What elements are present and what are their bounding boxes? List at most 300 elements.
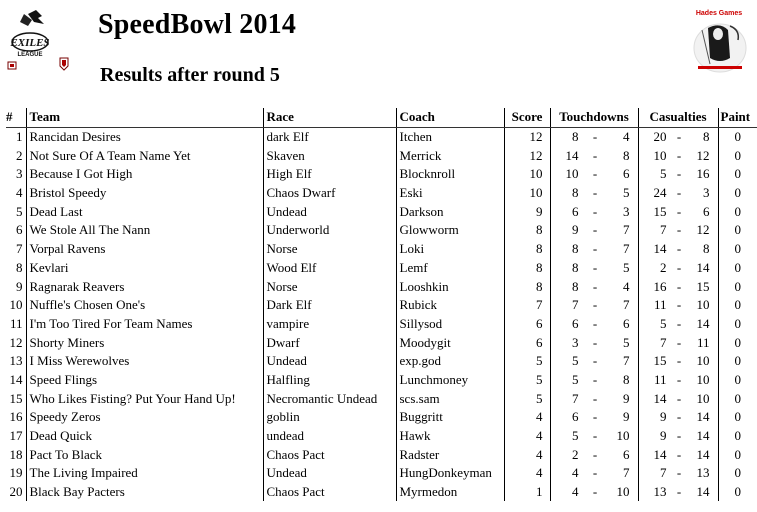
casualties-pair bbox=[639, 408, 718, 426]
rank-cell: 6 bbox=[16, 222, 23, 238]
casualties-pair bbox=[639, 427, 718, 445]
casualties-for: 14 bbox=[653, 390, 667, 406]
race-cell: Skaven bbox=[263, 146, 396, 165]
score-cell: 12 bbox=[504, 127, 550, 146]
touchdowns-against: 10 bbox=[616, 428, 630, 444]
dash-separator: - bbox=[676, 259, 682, 275]
score-cell: 7 bbox=[504, 296, 550, 315]
score-cell: 10 bbox=[504, 165, 550, 184]
casualties-pair bbox=[639, 371, 718, 389]
score-cell: 8 bbox=[504, 259, 550, 278]
dash-separator: - bbox=[592, 409, 598, 425]
table-row bbox=[6, 445, 757, 464]
casualties-for: 2 bbox=[660, 259, 667, 275]
casualties-for: 5 bbox=[660, 315, 667, 331]
coach-cell: Lemf bbox=[396, 259, 504, 278]
race-cell: Wood Elf bbox=[263, 259, 396, 278]
touchdowns-against: 7 bbox=[623, 465, 630, 481]
dash-separator: - bbox=[592, 353, 598, 369]
casualties-cell bbox=[638, 240, 718, 259]
touchdowns-for: 8 bbox=[572, 241, 579, 257]
dash-separator: - bbox=[592, 297, 598, 313]
touchdowns-against: 5 bbox=[623, 259, 630, 275]
casualties-pair bbox=[639, 221, 718, 239]
casualties-pair bbox=[639, 352, 718, 370]
rank-cell: 16 bbox=[9, 409, 23, 425]
paint-cell: 0 bbox=[718, 315, 757, 334]
touchdowns-against: 6 bbox=[623, 315, 630, 331]
paint-cell: 0 bbox=[718, 221, 757, 240]
team-cell: Not Sure Of A Team Name Yet bbox=[26, 146, 263, 165]
rank-cell: 9 bbox=[16, 278, 23, 294]
touchdowns-for: 6 bbox=[572, 409, 579, 425]
rank-cell: 19 bbox=[9, 465, 23, 481]
score-cell: 10 bbox=[504, 184, 550, 203]
dash-separator: - bbox=[592, 371, 598, 387]
team-cell: We Stole All The Nann bbox=[26, 221, 263, 240]
coach-cell: Glowworm bbox=[396, 221, 504, 240]
touchdowns-for: 8 bbox=[572, 259, 579, 275]
team-cell: Ragnarak Reavers bbox=[26, 277, 263, 296]
paint-cell: 0 bbox=[718, 445, 757, 464]
race-cell: Underworld bbox=[263, 221, 396, 240]
table-row bbox=[6, 296, 757, 315]
casualties-cell bbox=[638, 146, 718, 165]
touchdowns-pair bbox=[551, 184, 638, 202]
touchdowns-cell bbox=[550, 389, 638, 408]
touchdowns-cell bbox=[550, 445, 638, 464]
touchdowns-for: 5 bbox=[572, 371, 579, 387]
casualties-cell bbox=[638, 483, 718, 502]
paint-cell: 0 bbox=[718, 277, 757, 296]
casualties-pair bbox=[639, 203, 718, 221]
touchdowns-cell bbox=[550, 333, 638, 352]
touchdowns-against: 7 bbox=[623, 241, 630, 257]
casualties-pair bbox=[639, 315, 718, 333]
dash-separator: - bbox=[592, 334, 598, 350]
casualties-cell bbox=[638, 202, 718, 221]
touchdowns-pair bbox=[551, 240, 638, 258]
paint-cell: 0 bbox=[718, 352, 757, 371]
coach-cell: Eski bbox=[396, 184, 504, 203]
casualties-against: 6 bbox=[703, 203, 710, 219]
touchdowns-cell bbox=[550, 408, 638, 427]
score-cell: 6 bbox=[504, 315, 550, 334]
page-title: SpeedBowl 2014 bbox=[98, 9, 297, 40]
rank-cell: 10 bbox=[9, 297, 23, 313]
touchdowns-for: 5 bbox=[572, 428, 579, 444]
dash-separator: - bbox=[676, 222, 682, 238]
rank-cell: 2 bbox=[16, 147, 23, 163]
column-header-rank: # bbox=[6, 108, 26, 127]
team-cell: Nuffle's Chosen One's bbox=[26, 296, 263, 315]
casualties-for: 7 bbox=[660, 222, 667, 238]
column-header-race: Race bbox=[263, 108, 396, 127]
casualties-cell bbox=[638, 221, 718, 240]
casualties-pair bbox=[639, 483, 718, 501]
casualties-cell bbox=[638, 259, 718, 278]
coach-cell: Blocknroll bbox=[396, 165, 504, 184]
touchdowns-cell bbox=[550, 240, 638, 259]
dash-separator: - bbox=[592, 390, 598, 406]
casualties-pair bbox=[639, 259, 718, 277]
team-cell: Bristol Speedy bbox=[26, 184, 263, 203]
casualties-against: 10 bbox=[696, 297, 710, 313]
score-cell: 5 bbox=[504, 371, 550, 390]
team-cell: Rancidan Desires bbox=[26, 127, 263, 146]
casualties-against: 11 bbox=[696, 334, 710, 350]
rank-cell: 4 bbox=[16, 185, 23, 201]
touchdowns-against: 6 bbox=[623, 446, 630, 462]
rank-cell: 20 bbox=[9, 484, 23, 500]
touchdowns-pair bbox=[551, 203, 638, 221]
touchdowns-pair bbox=[551, 483, 638, 501]
dash-separator: - bbox=[676, 185, 682, 201]
touchdowns-cell bbox=[550, 146, 638, 165]
score-cell: 8 bbox=[504, 277, 550, 296]
table-row bbox=[6, 371, 757, 390]
rank-cell: 15 bbox=[9, 390, 23, 406]
results-table-body bbox=[6, 127, 757, 501]
touchdowns-for: 8 bbox=[572, 185, 579, 201]
coach-cell: Loki bbox=[396, 240, 504, 259]
dash-separator: - bbox=[676, 409, 682, 425]
casualties-against: 10 bbox=[696, 353, 710, 369]
score-cell: 12 bbox=[504, 146, 550, 165]
dash-separator: - bbox=[592, 278, 598, 294]
column-header-coach: Coach bbox=[396, 108, 504, 127]
touchdowns-cell bbox=[550, 315, 638, 334]
touchdowns-pair bbox=[551, 259, 638, 277]
coach-cell: Radster bbox=[396, 445, 504, 464]
race-cell: High Elf bbox=[263, 165, 396, 184]
race-cell: goblin bbox=[263, 408, 396, 427]
paint-cell: 0 bbox=[718, 371, 757, 390]
casualties-against: 12 bbox=[696, 222, 710, 238]
touchdowns-cell bbox=[550, 296, 638, 315]
casualties-for: 7 bbox=[660, 465, 667, 481]
touchdowns-against: 3 bbox=[623, 203, 630, 219]
table-row bbox=[6, 240, 757, 259]
coach-cell: Looshkin bbox=[396, 277, 504, 296]
coach-cell: Itchen bbox=[396, 127, 504, 146]
touchdowns-cell bbox=[550, 483, 638, 502]
race-cell: Halfling bbox=[263, 371, 396, 390]
touchdowns-pair bbox=[551, 165, 638, 183]
casualties-against: 14 bbox=[696, 428, 710, 444]
casualties-pair bbox=[639, 390, 718, 408]
paint-cell: 0 bbox=[718, 464, 757, 483]
column-header-score: Score bbox=[504, 108, 550, 127]
score-cell: 8 bbox=[504, 240, 550, 259]
touchdowns-pair bbox=[551, 221, 638, 239]
coach-cell: Darkson bbox=[396, 202, 504, 221]
coach-cell: HungDonkeyman bbox=[396, 464, 504, 483]
team-cell: Speedy Zeros bbox=[26, 408, 263, 427]
paint-cell: 0 bbox=[718, 184, 757, 203]
table-row bbox=[6, 277, 757, 296]
race-cell: Norse bbox=[263, 277, 396, 296]
score-cell: 5 bbox=[504, 389, 550, 408]
casualties-pair bbox=[639, 446, 718, 464]
touchdowns-cell bbox=[550, 127, 638, 146]
casualties-cell bbox=[638, 427, 718, 446]
column-header-touchdowns: Touchdowns bbox=[550, 108, 638, 127]
dash-separator: - bbox=[676, 334, 682, 350]
dash-separator: - bbox=[592, 446, 598, 462]
race-cell: Necromantic Undead bbox=[263, 389, 396, 408]
coach-cell: Moodygit bbox=[396, 333, 504, 352]
casualties-for: 13 bbox=[653, 484, 667, 500]
table-row bbox=[6, 389, 757, 408]
casualties-for: 10 bbox=[653, 147, 667, 163]
dash-separator: - bbox=[676, 371, 682, 387]
dash-separator: - bbox=[676, 446, 682, 462]
rank-cell: 5 bbox=[16, 203, 23, 219]
casualties-against: 8 bbox=[703, 129, 710, 145]
score-cell: 5 bbox=[504, 352, 550, 371]
touchdowns-against: 9 bbox=[623, 409, 630, 425]
paint-cell: 0 bbox=[718, 127, 757, 146]
table-row bbox=[6, 352, 757, 371]
paint-cell: 0 bbox=[718, 165, 757, 184]
race-cell: Chaos Dwarf bbox=[263, 184, 396, 203]
casualties-against: 10 bbox=[696, 371, 710, 387]
table-row bbox=[6, 184, 757, 203]
paint-cell: 0 bbox=[718, 427, 757, 446]
touchdowns-against: 10 bbox=[616, 484, 630, 500]
casualties-cell bbox=[638, 165, 718, 184]
coach-cell: Hawk bbox=[396, 427, 504, 446]
score-cell: 4 bbox=[504, 445, 550, 464]
paint-cell: 0 bbox=[718, 408, 757, 427]
rank-cell: 12 bbox=[9, 334, 23, 350]
dash-separator: - bbox=[676, 315, 682, 331]
touchdowns-against: 6 bbox=[623, 166, 630, 182]
touchdowns-cell bbox=[550, 202, 638, 221]
coach-cell: Buggritt bbox=[396, 408, 504, 427]
score-cell: 9 bbox=[504, 202, 550, 221]
coach-cell: Lunchmoney bbox=[396, 371, 504, 390]
touchdowns-pair bbox=[551, 371, 638, 389]
team-cell: Dead Quick bbox=[26, 427, 263, 446]
casualties-for: 7 bbox=[660, 334, 667, 350]
team-cell: Black Bay Pacters bbox=[26, 483, 263, 502]
dash-separator: - bbox=[676, 241, 682, 257]
dash-separator: - bbox=[676, 428, 682, 444]
dash-separator: - bbox=[592, 465, 598, 481]
casualties-cell bbox=[638, 352, 718, 371]
page-subtitle: Results after round 5 bbox=[100, 64, 280, 86]
team-cell: Dead Last bbox=[26, 202, 263, 221]
team-cell: I'm Too Tired For Team Names bbox=[26, 315, 263, 334]
table-row bbox=[6, 333, 757, 352]
casualties-for: 9 bbox=[660, 409, 667, 425]
casualties-cell bbox=[638, 389, 718, 408]
touchdowns-cell bbox=[550, 184, 638, 203]
paint-cell: 0 bbox=[718, 333, 757, 352]
touchdowns-for: 4 bbox=[572, 484, 579, 500]
touchdowns-for: 8 bbox=[572, 278, 579, 294]
column-header-casualties: Casualties bbox=[638, 108, 718, 127]
score-cell: 4 bbox=[504, 408, 550, 427]
touchdowns-for: 7 bbox=[572, 390, 579, 406]
touchdowns-pair bbox=[551, 446, 638, 464]
casualties-cell bbox=[638, 184, 718, 203]
touchdowns-for: 9 bbox=[572, 222, 579, 238]
casualties-against: 10 bbox=[696, 390, 710, 406]
casualties-pair bbox=[639, 278, 718, 296]
touchdowns-for: 6 bbox=[572, 203, 579, 219]
touchdowns-pair bbox=[551, 334, 638, 352]
score-cell: 8 bbox=[504, 221, 550, 240]
table-row bbox=[6, 202, 757, 221]
dash-separator: - bbox=[676, 147, 682, 163]
dash-separator: - bbox=[676, 129, 682, 145]
touchdowns-against: 7 bbox=[623, 222, 630, 238]
dash-separator: - bbox=[592, 147, 598, 163]
casualties-for: 15 bbox=[653, 353, 667, 369]
touchdowns-pair bbox=[551, 464, 638, 482]
touchdowns-for: 14 bbox=[565, 147, 579, 163]
touchdowns-cell bbox=[550, 221, 638, 240]
casualties-for: 16 bbox=[653, 278, 667, 294]
table-row bbox=[6, 221, 757, 240]
casualties-pair bbox=[639, 464, 718, 482]
touchdowns-against: 7 bbox=[623, 353, 630, 369]
dash-separator: - bbox=[592, 166, 598, 182]
table-row bbox=[6, 146, 757, 165]
race-cell: Norse bbox=[263, 240, 396, 259]
score-cell: 4 bbox=[504, 464, 550, 483]
coach-cell: Sillysod bbox=[396, 315, 504, 334]
column-header-team: Team bbox=[26, 108, 263, 127]
touchdowns-pair bbox=[551, 408, 638, 426]
casualties-pair bbox=[639, 240, 718, 258]
rank-cell: 17 bbox=[9, 428, 23, 444]
team-cell: Because I Got High bbox=[26, 165, 263, 184]
dash-separator: - bbox=[676, 390, 682, 406]
rank-cell: 14 bbox=[9, 371, 23, 387]
dash-separator: - bbox=[676, 353, 682, 369]
race-cell: undead bbox=[263, 427, 396, 446]
column-header-paint: Paint bbox=[718, 108, 757, 127]
dash-separator: - bbox=[676, 297, 682, 313]
touchdowns-against: 7 bbox=[623, 297, 630, 313]
touchdowns-against: 5 bbox=[623, 334, 630, 350]
touchdowns-pair bbox=[551, 390, 638, 408]
coach-cell: exp.god bbox=[396, 352, 504, 371]
paint-cell: 0 bbox=[718, 202, 757, 221]
rank-cell: 1 bbox=[16, 129, 23, 145]
touchdowns-pair bbox=[551, 352, 638, 370]
dash-separator: - bbox=[592, 129, 598, 145]
team-cell: Vorpal Ravens bbox=[26, 240, 263, 259]
casualties-for: 11 bbox=[653, 371, 667, 387]
touchdowns-for: 2 bbox=[572, 446, 579, 462]
race-cell: Dark Elf bbox=[263, 296, 396, 315]
coach-cell: Rubick bbox=[396, 296, 504, 315]
dash-separator: - bbox=[676, 465, 682, 481]
casualties-against: 13 bbox=[696, 465, 710, 481]
table-row bbox=[6, 259, 757, 278]
touchdowns-pair bbox=[551, 315, 638, 333]
casualties-against: 14 bbox=[696, 259, 710, 275]
paint-cell: 0 bbox=[718, 146, 757, 165]
casualties-pair bbox=[639, 334, 718, 352]
table-row bbox=[6, 427, 757, 446]
casualties-cell bbox=[638, 127, 718, 146]
casualties-cell bbox=[638, 371, 718, 390]
dash-separator: - bbox=[592, 222, 598, 238]
touchdowns-pair bbox=[551, 427, 638, 445]
team-cell: Shorty Miners bbox=[26, 333, 263, 352]
score-cell: 1 bbox=[504, 483, 550, 502]
table-row bbox=[6, 483, 757, 502]
rank-cell: 18 bbox=[9, 446, 23, 462]
score-cell: 6 bbox=[504, 333, 550, 352]
dash-separator: - bbox=[592, 203, 598, 219]
dash-separator: - bbox=[592, 259, 598, 275]
touchdowns-cell bbox=[550, 277, 638, 296]
paint-cell: 0 bbox=[718, 389, 757, 408]
dash-separator: - bbox=[676, 203, 682, 219]
table-row bbox=[6, 165, 757, 184]
casualties-cell bbox=[638, 408, 718, 427]
rank-cell: 11 bbox=[9, 315, 23, 331]
touchdowns-against: 8 bbox=[623, 371, 630, 387]
exiles-league-logo bbox=[6, 6, 72, 72]
coach-cell: scs.sam bbox=[396, 389, 504, 408]
casualties-for: 14 bbox=[653, 446, 667, 462]
dash-separator: - bbox=[592, 185, 598, 201]
touchdowns-for: 5 bbox=[572, 353, 579, 369]
rank-cell: 8 bbox=[16, 259, 23, 275]
table-row bbox=[6, 127, 757, 146]
touchdowns-pair bbox=[551, 147, 638, 165]
rank-cell: 7 bbox=[16, 241, 23, 257]
table-row bbox=[6, 464, 757, 483]
team-cell: Who Likes Fisting? Put Your Hand Up! bbox=[26, 389, 263, 408]
race-cell: Chaos Pact bbox=[263, 483, 396, 502]
coach-cell: Myrmedon bbox=[396, 483, 504, 502]
hades-games-logo-text: Hades Games bbox=[695, 10, 743, 17]
hades-games-logo bbox=[684, 4, 754, 74]
casualties-cell bbox=[638, 445, 718, 464]
touchdowns-cell bbox=[550, 259, 638, 278]
touchdowns-for: 6 bbox=[572, 315, 579, 331]
touchdowns-cell bbox=[550, 352, 638, 371]
touchdowns-against: 4 bbox=[623, 278, 630, 294]
touchdowns-pair bbox=[551, 278, 638, 296]
casualties-against: 14 bbox=[696, 446, 710, 462]
casualties-pair bbox=[639, 147, 718, 165]
coach-cell: Merrick bbox=[396, 146, 504, 165]
touchdowns-for: 3 bbox=[572, 334, 579, 350]
race-cell: Undead bbox=[263, 464, 396, 483]
casualties-against: 3 bbox=[703, 185, 710, 201]
casualties-pair bbox=[639, 296, 718, 314]
team-cell: Speed Flings bbox=[26, 371, 263, 390]
casualties-against: 14 bbox=[696, 484, 710, 500]
casualties-against: 14 bbox=[696, 409, 710, 425]
casualties-for: 5 bbox=[660, 166, 667, 182]
race-cell: Undead bbox=[263, 352, 396, 371]
touchdowns-cell bbox=[550, 371, 638, 390]
casualties-pair bbox=[639, 184, 718, 202]
casualties-cell bbox=[638, 315, 718, 334]
casualties-pair bbox=[639, 128, 718, 146]
